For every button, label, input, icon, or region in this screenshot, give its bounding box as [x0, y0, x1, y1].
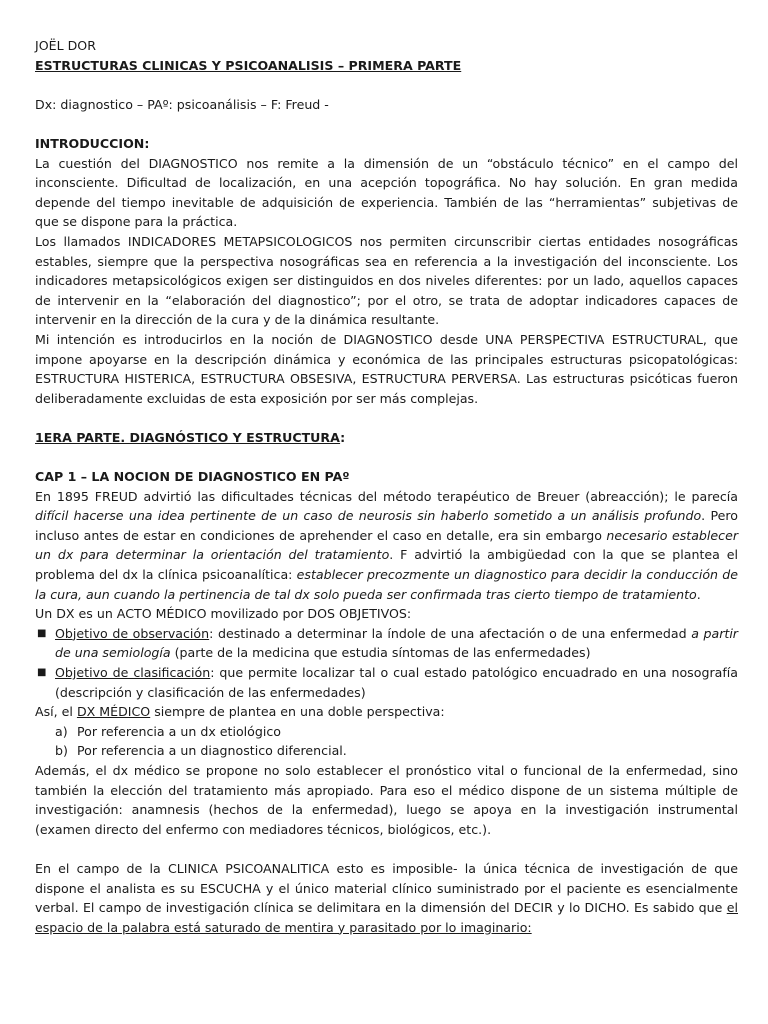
dx-medico-term: DX MÉDICO	[76, 704, 151, 720]
text-run: : destinado a determinar la índole de una afectación o de una enfermedad	[209, 625, 692, 641]
intro-paragraph-2: Los llamados INDICADORES METAPSICOLOGICOS nos permiten circunscribir ciertas entidades nosográficas estables, siempre que la perspectiva nosográficas sea en referencia a la investigación del inconsciente. Los indicadores metapsicológicos exigen ser distinguidos en dos niveles diferentes: por un lado, aquellos capaces de intervenir en la “elaboración del diagnostico”; por el otro, se trata de adoptar indicadores capaces de intervenir en la dirección de la cura y de la dinámica resultante.	[35, 233, 738, 328]
text-run: . F advirtió la ambigüedad con la que se plantea el problema del dx la clínica psicoanalítica:	[35, 547, 738, 583]
intro-paragraph-1: La cuestión del DIAGNOSTICO nos remite a la dimensión de un “obstáculo técnico” en el campo del inconsciente. Dificultad de localización, en una acepción topográfica. No hay solución. En gran medida depende del tiempo inevitable de adquisición de experiencia. También de las “herramientas” subjetivas de que se dispone para la práctica.	[35, 155, 738, 230]
part1-heading	[35, 428, 738, 448]
list-item	[35, 741, 738, 761]
author-name: JOËL DOR	[35, 38, 96, 53]
ademas-paragraph: Además, el dx médico se propone no solo establecer el pronóstico vital o funcional de la enfermedad, sino también la elección del tratamiento más apropiado. Para eso el médico dispone de un sistema múltiple de investigación: anamnesis (hechos de la enfermedad), luego se apoya en la investigación instrumental (examen directo del enfermo con mediadores técnicos, biológicos, etc.).	[35, 762, 738, 837]
text-run: (parte de la medicina que estudia síntomas de las enfermedades)	[170, 645, 591, 661]
italic-run: difícil hacerse una idea pertinente de un caso de neurosis sin haberlo sometido a un análisis profundo	[35, 508, 702, 524]
list-item-text: Por referencia a un dx etiológico	[77, 723, 281, 739]
spacer	[35, 114, 738, 134]
list-marker: b)	[55, 743, 68, 759]
part1-heading-text: 1ERA PARTE. DIAGNÓSTICO Y ESTRUCTURA	[35, 429, 341, 445]
text-run: Así, el	[35, 704, 77, 720]
list-item	[35, 722, 738, 742]
square-bullet-icon: ■	[37, 627, 47, 639]
underlined-run: el espacio de la palabra está saturado de mentira y parasitado por lo imaginario:	[35, 900, 738, 935]
text-run: En el campo de la CLINICA PSICOANALITICA esto es imposible- la única técnica de investigación de que dispone el analista es su ESCUCHA y el único material clínico suministrado por el paciente es esencialmente verbal. El campo de investigación clínica se delimitara en la dimensión del DECIR y lo DICHO. Es sabido que	[35, 860, 738, 916]
list-marker: a)	[55, 723, 68, 739]
spacer	[35, 447, 738, 467]
list-item	[35, 663, 738, 702]
text-run: . Pero incluso antes de estar en condiciones de aprehender el caso en detalle, era sin embargo	[35, 508, 738, 543]
text-run: : que permite localizar tal o cual estado patológico encuadrado en una nosografía (descripción y clasificación de las enfermedades)	[55, 665, 738, 700]
objective-term: Objetivo de observación	[55, 625, 210, 641]
spacer	[35, 839, 738, 859]
clinica-paragraph	[35, 859, 738, 937]
cap1-heading: CAP 1 – LA NOCION DE DIAGNOSTICO EN PAº	[35, 469, 350, 485]
part1-heading-suffix: :	[340, 429, 346, 445]
spacer	[35, 75, 738, 95]
document-title: ESTRUCTURAS CLINICAS Y PSICOANALISIS – PRIMERA PARTE	[35, 57, 462, 73]
perspective-list	[35, 722, 738, 761]
list-item	[35, 624, 738, 663]
acto-medico-line: Un DX es un ACTO MÉDICO movilizado por DOS OBJETIVOS:	[35, 606, 412, 622]
text-run: .	[696, 586, 701, 602]
abbreviations-line: Dx: diagnostico – PAº: psicoanálisis – F: Freud -	[35, 96, 329, 112]
list-item-text: Por referencia a un diagnostico diferencial.	[77, 743, 347, 759]
italic-run: establecer precozmente un diagnostico para decidir la conducción de la cura, aun cuando la pertinencia de tal dx solo pueda ser confirmada tras cierto tiempo de tratamiento	[35, 567, 738, 602]
italic-run: necesario establecer un dx para determinar la orientación del tratamiento	[35, 527, 738, 563]
intro-heading: INTRODUCCION:	[35, 135, 150, 151]
cap1-paragraph-1	[35, 487, 738, 605]
text-run: En 1895 FREUD advirtió las dificultades técnicas del método terapéutico de Breuer (abreacción); le parecía	[35, 488, 738, 504]
objectives-list	[35, 624, 738, 702]
intro-paragraph-3: Mi intención es introducirlos en la noción de DIAGNOSTICO desde UNA PERSPECTIVA ESTRUCTURAL, que impone apoyarse en la descripción dinámica y económica de las principales estructuras psicopatológicas: ESTRUCTURA HISTERICA, ESTRUCTURA OBSESIVA, ESTRUCTURA PERVERSA. Las estructuras psicóticas fueron deliberadamente excluidas de esta exposición por ser más complejas.	[35, 331, 738, 406]
objective-term: Objetivo de clasificación	[55, 665, 211, 680]
dx-medico-line	[35, 702, 738, 722]
square-bullet-icon: ■	[37, 667, 47, 678]
spacer	[35, 408, 738, 428]
italic-run: a partir de una semiología	[55, 625, 738, 661]
text-run: siempre de plantea en una doble perspectiva:	[150, 704, 445, 720]
